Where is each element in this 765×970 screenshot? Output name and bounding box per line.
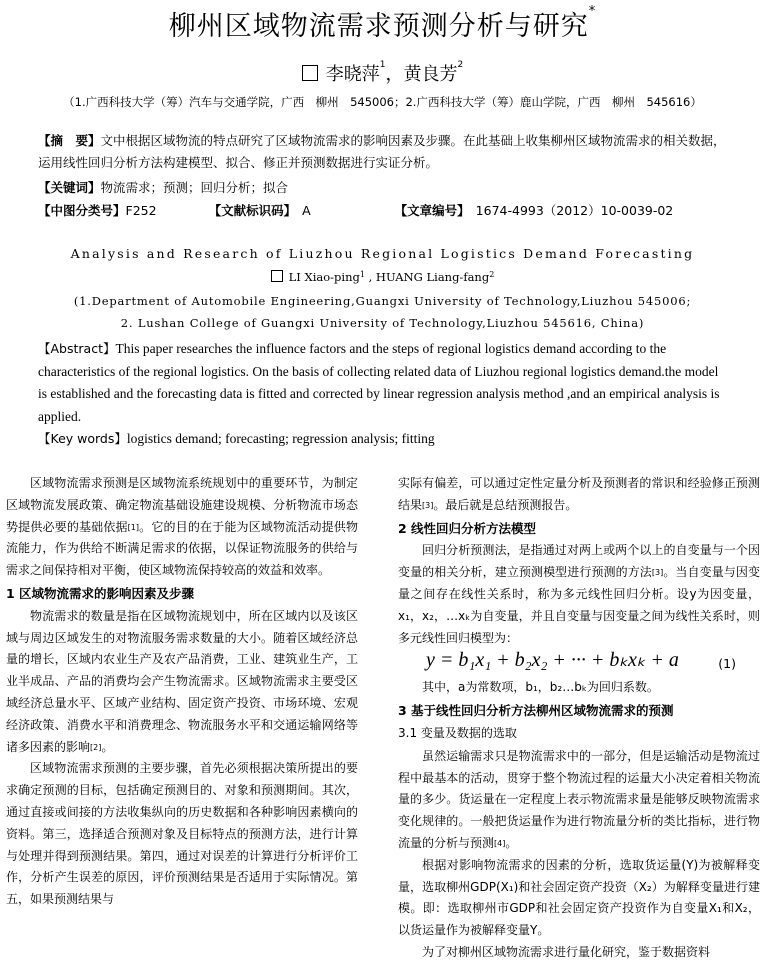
- article-no-label: 【文章编号】: [394, 203, 470, 218]
- section-heading-3: 3 基于线性回归分析方法柳州区域物流需求的预测: [398, 703, 674, 719]
- en-abstract: [38, 338, 728, 451]
- title-text: 柳州区域物流需求预测分析与研究: [168, 11, 589, 42]
- square-box-icon: [302, 65, 318, 81]
- left-paragraph-2: [6, 606, 358, 759]
- left-column: [6, 473, 358, 911]
- en-author-1: LI Xiao-ping: [288, 270, 360, 284]
- affiliation: （1.广西科技大学（筹）汽车与交通学院，广西 柳州 545006；2.广西科技大学（筹）鹿山学院，广西 柳州 545616）: [63, 95, 702, 109]
- right-paragraph-1: [398, 473, 760, 517]
- right-paragraph-4: [398, 746, 760, 855]
- author-sep: ，: [385, 64, 404, 85]
- section-heading-1: 1 区域物流需求的影响因素及步骤: [6, 585, 195, 601]
- text: 。: [101, 739, 114, 754]
- right-paragraph-2: [398, 540, 760, 649]
- en-author-2-sup: 2: [489, 270, 495, 279]
- text: 。当自变量与因变量之间存在线性关系时，称为多元线性回归分析。设y为因变量，x₁，x₂，…xₖ为自变量，并且自变量与因变量之间为线性关系时，则多元线性回归模型为：: [398, 565, 760, 645]
- citation: [3]: [422, 500, 434, 510]
- en-keywords-text: logistics demand; forecasting; regression analysis; fitting: [126, 431, 435, 446]
- regression-formula: [398, 650, 760, 676]
- en-abstract-label: 【Abstract】: [38, 341, 116, 356]
- abstract-text: 文中根据区域物流的特点研究了区域物流需求的影响因素及步骤。在此基础上收集柳州区域物流需求的相关数据，运用线性回归分析方法构建模型、拟合、修正并预测数据进行实证分析。: [38, 133, 726, 170]
- right-paragraph-5: 根据对影响物流需求的因素的分析，选取货运量(Y)为被解释变量，选取柳州GDP(X₁)和社会固定资产投资（X₂）为解释变量进行建模。即：选取柳州市GDP和社会固定资产投资作为自变量X₁和X₂，以货运量作为被解释变量Y。: [398, 857, 760, 938]
- en-author-line: [0, 270, 765, 284]
- cn-abstract: [38, 130, 728, 174]
- citation: [3]: [651, 568, 664, 578]
- square-box-icon: [271, 270, 283, 282]
- citation: [4]: [494, 838, 506, 848]
- en-keywords-label: 【Key words】: [38, 431, 127, 446]
- citation: [2]: [90, 742, 102, 752]
- article-no-value: 1674-4993（2012）10-0039-02: [475, 203, 674, 218]
- right-paragraph-6: 为了对柳州区域物流需求进行量化研究，鉴于数据资料: [422, 944, 711, 959]
- author-line: [0, 60, 765, 86]
- en-abstract-text: This paper researches the influence factors and the steps of regional logistics demand according to the characteristics of the regional logistics. On the basis of collecting related data of Liuzhou regional logistics demand.the model is established and the forecasting data is fitted and corrected by linear regression analysis method ,and an empirical analysis is applied.: [38, 341, 720, 424]
- en-affiliation-1: (1.Department of Automobile Engineering,Guangxi University of Technology,Liuzhou 545006;: [73, 294, 692, 308]
- text: 区域物流需求预测是区域物流系统规划中的重要环节，为制定区域物流发展政策、确定物流基础设施建设规模、分析物流市场态势提供必要的基础依据: [6, 476, 358, 534]
- author-1: 李晓萍: [325, 64, 380, 85]
- clc-label: 【中图分类号】: [38, 203, 126, 218]
- en-affiliation-2: 2. Lushan College of Guangxi University of Technology,Liuzhou 545616, China): [120, 316, 645, 330]
- en-title: Analysis and Research of Liuzhou Regional Logistics Demand Forecasting: [70, 246, 695, 261]
- subsection-heading-3-1: 3.1 变量及数据的选取: [398, 725, 517, 740]
- text: 回归分析预测法，是指通过对两上或两个以上的自变量与一个因变量的相关分析，建立预测模型进行预测的方法: [398, 543, 760, 580]
- formula-number: (1): [718, 656, 736, 672]
- abstract-label: 【摘 要】: [38, 133, 101, 148]
- text: 实际有偏差，可以通过定性定量分析及预测者的常识和经验修正预测结果: [398, 476, 760, 512]
- en-author-2: HUANG Liang-fang: [375, 270, 490, 284]
- doc-code-value: A: [302, 203, 311, 218]
- text: 虽然运输需求只是物流需求中的一部分，但是运输活动是物流过程中最基本的活动，贯穿于整个物流过程的运量大小决定着相关物流量的多少。货运量在一定程度上表示物流需求量是能够反映物流需求变化规律的。一般把货运量作为进行物流量分析的类比指标，进行物流量的分析与预测: [398, 748, 760, 850]
- cn-classification-row: [38, 200, 728, 222]
- text: 物流需求的数量是指在区域物流规划中，所在区域内以及该区域与周边区域发生的对物流服务需求数量的大小。随着区域经济总量的增长，区域内农业生产及农产品消费，工业、建筑业生产，工业半成品、产品的消费均会产生物流需求。区域物流需求主要受区域经济总量水平、区域产业结构、固定资产投资、市场环境、宏观经济政策、消费水平和消费理念、物流服务水平和交通运输网络等诸多因素的影响: [6, 608, 358, 754]
- clc-value: F252: [125, 203, 157, 218]
- formula-text: y = b₁x₁ + b₂x₂ + ··· + bₖxₖ + a: [426, 649, 679, 672]
- paper-title: [0, 4, 765, 43]
- text: 。: [505, 835, 518, 850]
- en-author-sep: ,: [364, 270, 376, 284]
- citation: [1]: [127, 522, 139, 532]
- title-footnote-mark: *: [588, 4, 597, 19]
- doc-code-label: 【文献标识码】: [208, 203, 297, 218]
- keywords-text: 物流需求；预测；回归分析；拟合: [100, 180, 289, 195]
- left-paragraph-3: 区域物流需求预测的主要步骤，首先必须根据决策所提出的要求确定预测的目标，包括确定预测目的、对象和预测期间。其次，通过直接或间接的方法收集纵向的历史数据和各种影响因素横向的资料。第三，选择适合预测对象及目标特点的预测方法，进行计算与处理并得到预测结果。第四，通过对误差的计算进行分析评价工作，分析产生误差的原因，评价预测结果是否适用于实际情况。第五，如果预测结果与: [6, 761, 358, 907]
- author-2: 黄良芳: [403, 64, 458, 85]
- author-1-sup: 1: [379, 60, 386, 70]
- right-column: [398, 473, 760, 964]
- right-paragraph-3: 其中，a为常数项，b₁，b₂…bₖ为回归系数。: [422, 680, 659, 695]
- keywords-label: 【关键词】: [38, 180, 101, 195]
- en-author-1-sup: 1: [359, 270, 365, 279]
- section-heading-2: 2 线性回归分析方法模型: [398, 520, 537, 536]
- text: 。最后就是总结预测报告。: [433, 497, 578, 512]
- left-paragraph-1: [6, 473, 358, 582]
- text: 。它的目的在于能为区域物流活动提供物流能力，作为供给不断满足需求的依据，以保证物流服务的供给与需求之间保持相对平衡，使区域物流保持较高的效益和效率。: [6, 519, 358, 578]
- cn-keywords: [38, 177, 728, 199]
- author-2-sup: 2: [457, 60, 464, 70]
